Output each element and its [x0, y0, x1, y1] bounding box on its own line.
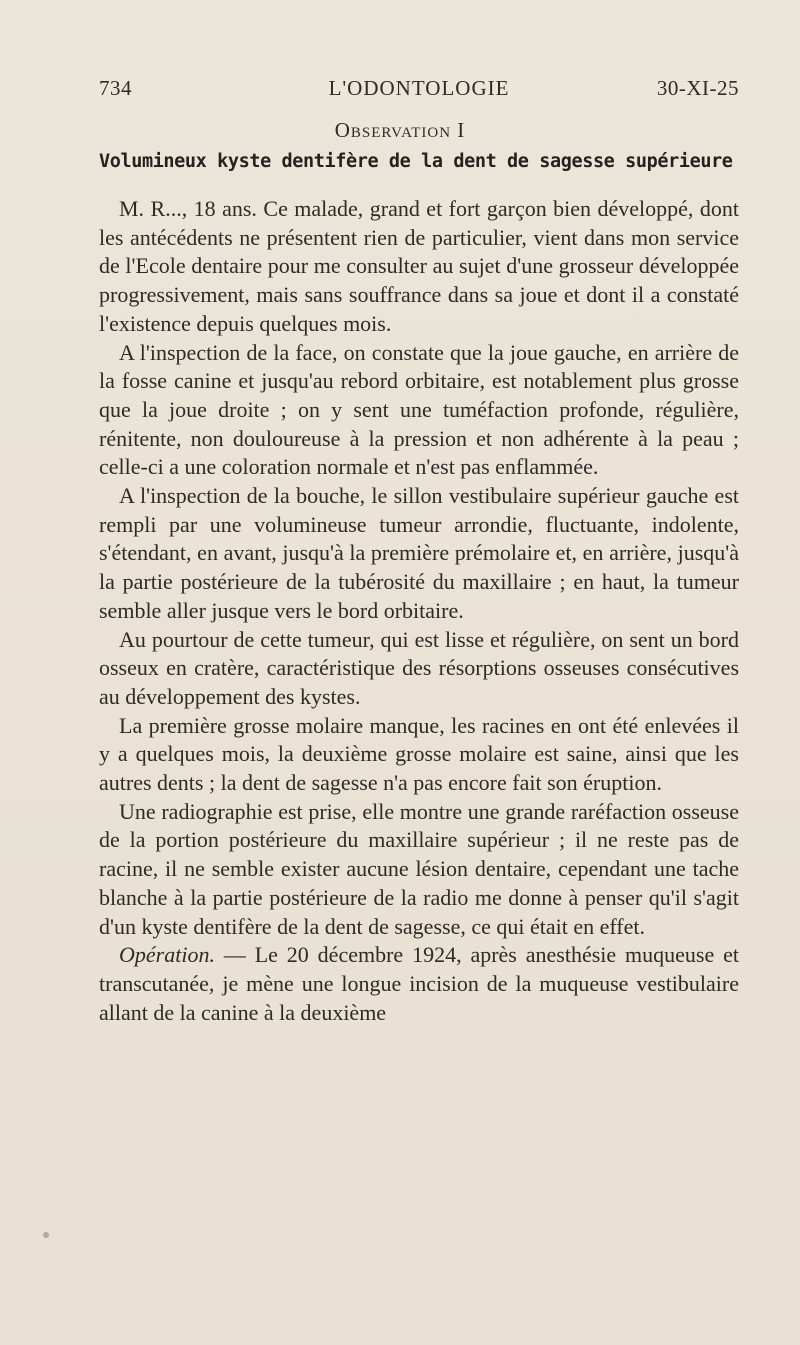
- operation-text: — Le 20 décembre 1924, après anesthésie muqueuse et transcutanée, je mène une longue incision de la muqueuse vestibulaire allant de la canine à la deuxième: [99, 942, 739, 1025]
- paragraph: Au pourtour de cette tumeur, qui est lisse et régulière, on sent un bord osseux en cratère, caractéristique des résorptions osseuses consécutives au développement des kystes.: [99, 626, 739, 709]
- issue-date: 30-XI-25: [656, 76, 739, 100]
- running-header: [99, 76, 739, 104]
- article-heading: Volumineux kyste dentifère de la dent de sagesse supérieure: [99, 151, 733, 172]
- ink-speck: [43, 1232, 49, 1238]
- operation-paragraph: [99, 941, 739, 1027]
- paragraph: A l'inspection de la face, on constate que la joue gauche, en arrière de la fosse canine et jusqu'au rebord orbitaire, est notablement plus grosse que la joue droite ; on y sent une tuméfaction profonde, régulière, rénitente, non douloureuse à la pression et non adhérente à la peau ; celle-ci a une coloration normale et n'est pas enflammée.: [99, 339, 739, 480]
- body-text: [99, 195, 739, 1027]
- paragraph: La première grosse molaire manque, les racines en ont été enlevées il y a quelques mois, la deuxième grosse molaire est saine, ainsi que les autres dents ; la dent de sagesse n'a pas encore fait son éruption.: [99, 712, 739, 796]
- paragraph: M. R..., 18 ans. Ce malade, grand et fort garçon bien développé, dont les antécédents ne présentent rien de particulier, vient dans mon service de l'Ecole dentaire pour me consulter au sujet d'une grosseur développée progressivement, mais sans souffrance dans sa joue et dont il a constaté l'existence depuis quelques mois.: [99, 196, 739, 336]
- observation-title: Observation I: [334, 118, 466, 142]
- page-number: 734: [99, 76, 132, 100]
- paragraph: Une radiographie est prise, elle montre une grande raréfaction osseuse de la portion postérieure du maxillaire supérieur ; il ne reste pas de racine, il ne semble exister aucune lésion dentaire, cependant une tache blanche à la partie postérieure de la radio me donne à penser qu'il s'agit d'un kyste dentifère de la dent de sagesse, ce qui était en effet.: [99, 798, 739, 939]
- operation-label: Opération.: [119, 942, 215, 968]
- journal-title: L'ODONTOLOGIE: [328, 76, 510, 100]
- paragraph: A l'inspection de la bouche, le sillon vestibulaire supérieur gauche est rempli par une volumineuse tumeur arrondie, fluctuante, indolente, s'étendant, en avant, jusqu'à la première prémolaire et, en arrière, jusqu'à la partie postérieure de la tubérosité du maxillaire ; en haut, la tumeur semble aller jusque vers le bord orbitaire.: [99, 483, 739, 623]
